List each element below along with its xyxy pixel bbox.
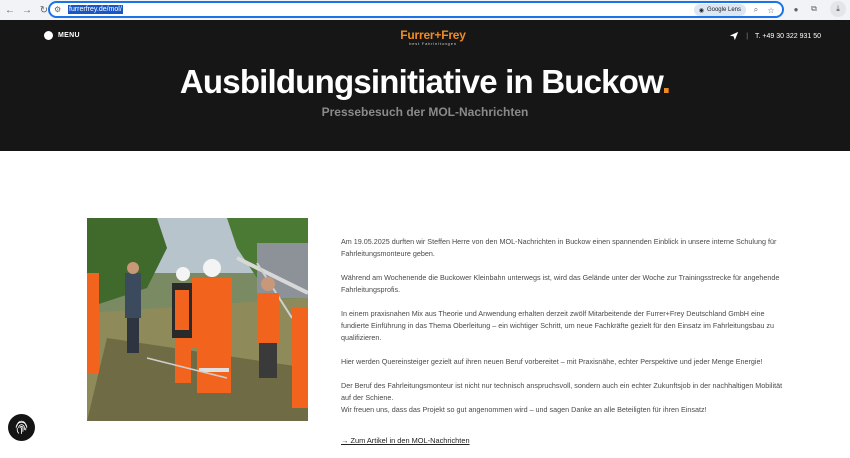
page-title xyxy=(0,63,850,101)
bookmark-star-icon[interactable]: ☆ xyxy=(767,5,775,15)
article-paragraph: Der Beruf des Fahrleitungsmonteur ist nicht nur technisch anspruchsvoll, sondern auch ein echter Zukunftsjob in der nachhaltigen Mobilität auf der Schiene. xyxy=(341,381,783,402)
logo-wordmark: Furrer+Frey xyxy=(400,28,466,42)
extension-icon[interactable]: ● xyxy=(793,4,799,14)
fingerprint-icon xyxy=(13,419,30,436)
site-settings-icon[interactable]: ⚙ xyxy=(54,5,62,14)
page-title-text: Ausbildungsinitiative in Buckow xyxy=(179,63,662,100)
hero-section xyxy=(0,20,850,151)
article-paragraph: In einem praxisnahen Mix aus Theorie und Anwendung erhalten derzeit zwölf Mitarbeitende der Furrer+Frey Deutschland GmbH eine fundierte Einführung in das Thema Oberleitung – ein wichtiger Schritt, um neue Fachkräfte gezielt für den Einsatz im Fahrleitungsbau zu qualifizieren. xyxy=(341,309,774,342)
title-accent-dot: . xyxy=(661,63,671,100)
divider: | xyxy=(746,32,749,40)
article-paragraph: Hier werden Quereinsteiger gezielt auf ihren neuen Beruf vorbereitet – mit Praxisnähe, echter Perspektive und jeder Menge Energie! xyxy=(341,357,763,366)
browser-toolbar xyxy=(0,0,850,20)
logo[interactable] xyxy=(396,28,470,46)
paper-plane-icon[interactable] xyxy=(729,31,739,41)
article-paragraph: Während am Wochenende die Buckower Kleinbahn unterwegs ist, wird das Gelände unter der Woche zur Trainingsstrecke für angehende Fahrleitungsprofis. xyxy=(341,273,780,294)
google-lens-button[interactable] xyxy=(694,4,746,16)
lens-icon: ◉ xyxy=(698,7,704,14)
article-photo xyxy=(87,218,308,421)
article-body xyxy=(341,236,786,428)
article-paragraph: Wir freuen uns, dass das Projekt so gut angenommen wird – und sagen Danke an alle Beteiligten für ihren Einsatz! xyxy=(341,405,707,414)
contact-area xyxy=(729,31,821,41)
page-subtitle: Pressebesuch der MOL-Nachrichten xyxy=(321,105,529,119)
url-text[interactable]: furrerfrey.de/mol/ xyxy=(69,6,122,13)
logo-tagline: best Fahrleitungen xyxy=(409,41,457,46)
extensions-puzzle-icon[interactable]: ⧉ xyxy=(811,4,817,13)
forward-arrow-icon[interactable]: → xyxy=(22,4,32,16)
mol-article-link[interactable]: → Zum Artikel in den MOL-Nachrichten xyxy=(341,436,470,445)
address-bar[interactable] xyxy=(48,1,784,18)
reload-icon[interactable]: ↻ xyxy=(39,4,49,16)
download-icon[interactable]: ⤓ xyxy=(830,1,846,17)
zoom-icon[interactable]: ⌕ xyxy=(753,5,759,14)
cookie-settings-button[interactable] xyxy=(8,414,35,441)
google-lens-label: Google Lens xyxy=(706,7,741,13)
article-paragraph: Am 19.05.2025 durften wir Steffen Herre von den MOL-Nachrichten in Buckow einen spannenden Einblick in unsere interne Schulung für Fahrleitungsmonteure geben. xyxy=(341,237,777,258)
back-arrow-icon[interactable]: ← xyxy=(5,4,15,16)
menu-label: MENU xyxy=(58,32,80,39)
phone-number[interactable]: T. +49 30 322 931 50 xyxy=(755,32,821,40)
menu-circle-icon xyxy=(44,31,53,40)
workers-training-photo xyxy=(87,218,308,421)
menu-button[interactable] xyxy=(44,31,80,40)
